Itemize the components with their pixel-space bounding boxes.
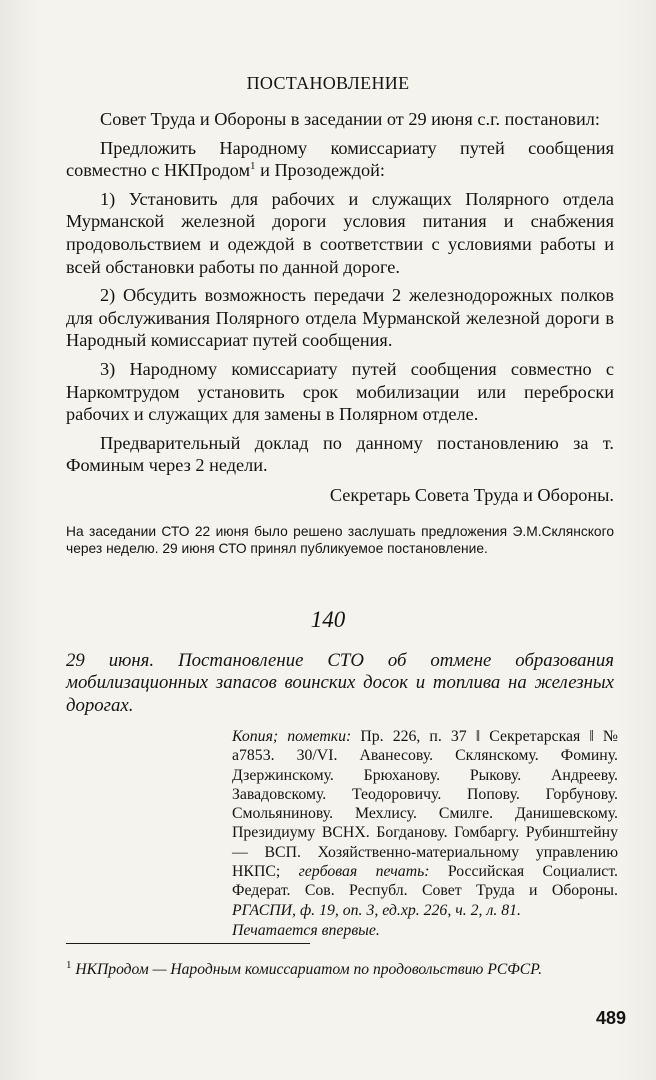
proposal-text: Предложить Народному комиссариату путей сообщения совместно с НКПродом [66,137,614,181]
document-number: 140 [310,607,346,632]
page-number: 489 [595,1008,626,1028]
resolution-heading: ПОСТАНОВЛЕНИЕ [246,73,410,93]
document-title: 29 июня. Постановление СТО об отмене образования мобилизационных запасов воинских досок и топлива на железных дорогах. [66,650,614,716]
copy-text: Пр. 226, п. 37 ‖ Секретарская ‖ № а7853. 30/VI. Аванесову. Склянскому. Фомину. Дзержинскому. Брюханову. Рыкову. Андрееву. Завадовскому. Теодоровичу. Попову. Горбунову. Смольянинову. Мехлису. Смилге. Данишевскому. Президиуму ВСНХ. Богданову. Гомбаргу. Рубинштейну — ВСП. Хозяйственно-материальному управлению НКПС; [232,728,618,881]
footnote-divider [66,943,310,944]
published-note: Печатается впервые. [232,922,380,939]
footnote-text: НКПродом — Народным комиссариатом по продовольствию РСФСР. [75,961,543,978]
editor-note: На заседании СТО 22 июня было решено заслушать предложения Э.М.Склянского через неделю. 29 июня СТО принял публикуемое постановление. [66,524,614,556]
footnote-reference: 1 [250,160,256,173]
proposal-text-end: и Прозодеждой: [255,160,386,181]
preliminary-report: Предварительный доклад по данному постановлению за т. Фоминым через 2 недели. [66,432,614,476]
footnote [66,960,626,979]
resolution-point-3: 3) Народному комиссариату путей сообщения совместно с Наркомтрудом установить срок мобилизации или переброски рабочих и служащих для замены в Полярном отделе. [66,358,614,425]
resolution-intro: Совет Труда и Обороны в заседании от 29 июня с.г. постановил: [100,109,601,129]
signature: Секретарь Совета Труда и Обороны. [329,485,614,505]
resolution-proposal [66,137,614,182]
archive-reference: РГАСПИ, ф. 19, оп. 3, ед.хр. 226, ч. 2, л. 81. [232,901,521,919]
stamp-text: Российская Социалист. Федерат. Сов. Республ. Совет Труда и Обороны. [232,863,618,900]
resolution-point-2: 2) Обсудить возможность передачи 2 железнодорожных полков для обслуживания Полярного отдела Мурманской железной дороги в Народный комиссариат путей сообщения. [66,285,614,351]
archive-note [232,727,618,920]
stamp-label: гербовая печать: [298,863,430,881]
footnote-mark: 1 [66,958,72,971]
resolution-body [66,108,614,477]
copy-label: Копия; пометки: [232,728,352,745]
resolution-point-1: 1) Установить для рабочих и служащих Полярного отдела Мурманской железной дороги условия питания и снабжения продовольствием и одеждой в соответствии с условиями работы и всей обстановки работы по данной дороге. [66,188,614,277]
